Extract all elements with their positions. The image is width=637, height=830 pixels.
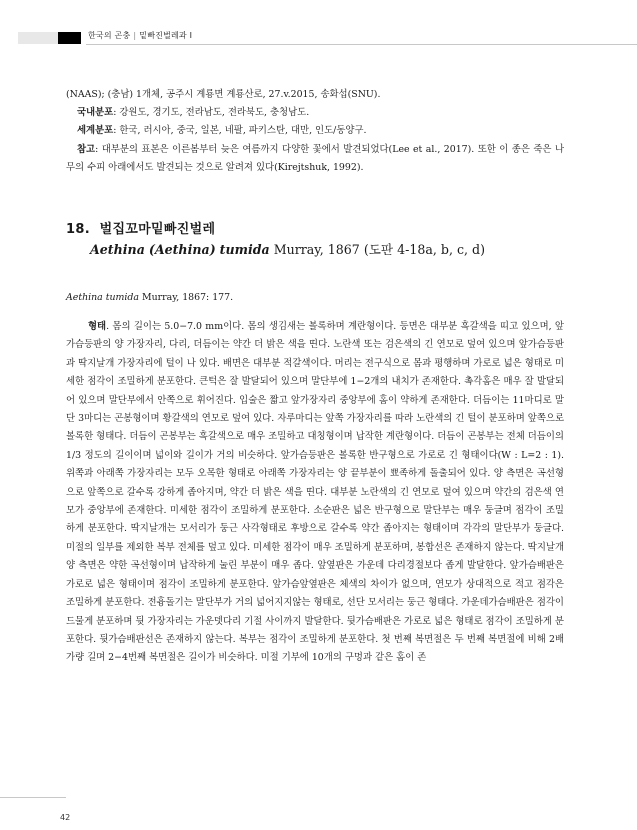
- running-header: 한국의 곤충 | 밑빠진벌레과 I: [88, 31, 193, 40]
- morphology-label: 형태: [88, 321, 107, 332]
- species-korean-name: 벌집꼬마밑빠진벌레: [99, 222, 216, 237]
- reference-note: [66, 141, 564, 178]
- page-number: 42: [60, 813, 71, 822]
- world-label: 세계분포: [77, 125, 114, 136]
- species-number: 18.: [66, 222, 90, 237]
- epithet: tumida: [219, 242, 270, 257]
- author-year: Murray, 1867: [273, 242, 360, 257]
- subgenus: (Aethina): [148, 242, 216, 257]
- note-label: 참고: [77, 144, 96, 155]
- figure-reference: (도판 4-18a, b, c, d): [363, 242, 485, 257]
- header-rule: [86, 44, 637, 45]
- header-chapter: 밑빠진벌레과 I: [139, 31, 193, 40]
- header-black-block: [58, 32, 81, 44]
- morphology-paragraph: [66, 318, 564, 668]
- morphology-text: . 몸의 길이는 5.0−7.0 mm이다. 몸의 생김새는 볼록하며 계란형이다. 등면은 대부분 흑갈색을 띠고 있으며, 앞가슴등판의 양 가장자리, 다리, 더듬이는 약간 더 밝은 색을 띤다. 노란색 또는 검은색의 긴 연모로 덮여 있으며 앞가슴등판과 딱지날개 가장자리에 털이 나 있다. 배면은 대부분 적갈색이다. 머리는 전구식으로 몸과 평행하며 가로로 넓은 형태로 미세한 점각이 조밀하게 분포한다. 큰턱은 잘 발달되어 있으며 말단부에 1−2개의 내치가 존재한다. 촉각홈은 매우 잘 발달되어 있으며 말단부에서 안쪽으로 휘어진다. 입술은 짧고 앞가장자리 중앙부에 홈이 약하게 존재한다. 더듬이는 11마디로 말단 3마디는 곤봉형이며 황갈색의 연모로 덮여 있다. 자루마디는 앞쪽 가장자리를 따라 노란색의 긴 털이 분포하며 앞쪽으로 볼록한 형태다. 더듬이 곤봉부는 흑갈색으로 매우 조밀하고 대칭형이며 납작한 계란형이다. 더듬이 곤봉부는 전체 더듬이의 1/3 정도의 길이이며 넓이와 길이가 거의 비슷하다. 앞가슴등판은 볼록한 반구형으로 가로로 긴 형태이다(W : L=2 : 1). 위쪽과 아래쪽 가장자리는 모두 오목한 형태로 아래쪽 가장자리는 양 끝부분이 뾰족하게 돌출되어 있다. 양 측면은 곡선형으로 앞쪽으로 갈수록 강하게 좁아지며, 약간 더 밝은 색을 띤다. 대부분 노란색의 긴 연모로 덮여 있으며 약간의 검은색 연모가 중앙부에 존재한다. 미세한 점각이 조밀하게 분포한다. 소순판은 넓은 반구형으로 말단부는 매우 둥글며 점각이 조밀하게 분포한다. 딱지날개는 모서리가 둥근 사각형태로 후방으로 갈수록 약간 좁아지는 형태이며 각각의 말단부가 둥글다. 미절의 일부를 제외한 복부 전체를 덮고 있다. 미세한 점각이 매우 조밀하게 분포하며, 봉합선은 존재하지 않는다. 딱지날개 양 측면은 약한 곡선형이며 납작하게 눌린 부분이 매우 좁다. 앞옆판은 가운데 다리경절보다 좁게 발달한다. 앞가슴배판은 가로로 넓은 형태이며 점각이 조밀하게 분포한다. 앞가슴앞옆판은 체색의 차이가 없으며, 연모가 상대적으로 적고 점각은 조밀하게 분포한다. 전흉돌기는 말단부가 거의 넓어지지않는 형태로, 선단 모서리는 둥근 형태다. 가운데가슴배판은 점각이 드물게 분포하며 뒷 가장자리는 가운뎃다리 기절 사이까지 발달한다. 뒷가슴배판은 가로로 넓은 형태로 점각이 조밀하게 분포한다. 뒷가슴배판선은 존재하지 않는다. 복부는 점각이 조밀하게 분포한다. 첫 번째 복면절은 두 번째 복면절에 비해 2배가량 길며 2−4번째 복면절은 길이가 비슷하다. 미절 기부에 10개의 구멍과 같은 홈이 존: [66, 321, 564, 664]
- footer-rule: [0, 797, 66, 798]
- material-examined-tail: [66, 86, 564, 104]
- genus: Aethina: [90, 242, 145, 257]
- material-line: (NAAS); (충남) 1개체, 공주시 계룡면 계룡산로, 27.v.2015, 송화섭(SNU).: [66, 89, 381, 100]
- citation-name: Aethina tumida: [66, 292, 140, 303]
- world-text: : 한국, 러시아, 중국, 일본, 네팔, 파키스탄, 대만, 인도/동양구.: [113, 125, 367, 136]
- citation-rest: Murray, 1867: 177.: [142, 292, 234, 303]
- note-text: : 대부분의 표본은 이른봄부터 늦은 여름까지 다양한 꽃에서 발견되었다(Lee et al., 2017). 또한 이 종은 죽은 나무의 수피 아래에서도 발견되는 것으로 알려져 있다(Kirejtshuk, 1992).: [66, 144, 564, 174]
- species-heading: [66, 218, 215, 237]
- original-citation: [66, 292, 233, 303]
- world-distribution: [77, 122, 564, 140]
- header-decor-bar: [18, 32, 58, 44]
- domestic-text: : 강원도, 경기도, 전라남도, 전라북도, 충청남도.: [113, 107, 310, 118]
- scientific-name: [90, 239, 485, 258]
- domestic-label: 국내분포: [77, 107, 114, 118]
- header-book-title: 한국의 곤충: [88, 31, 131, 40]
- domestic-distribution: [77, 104, 564, 122]
